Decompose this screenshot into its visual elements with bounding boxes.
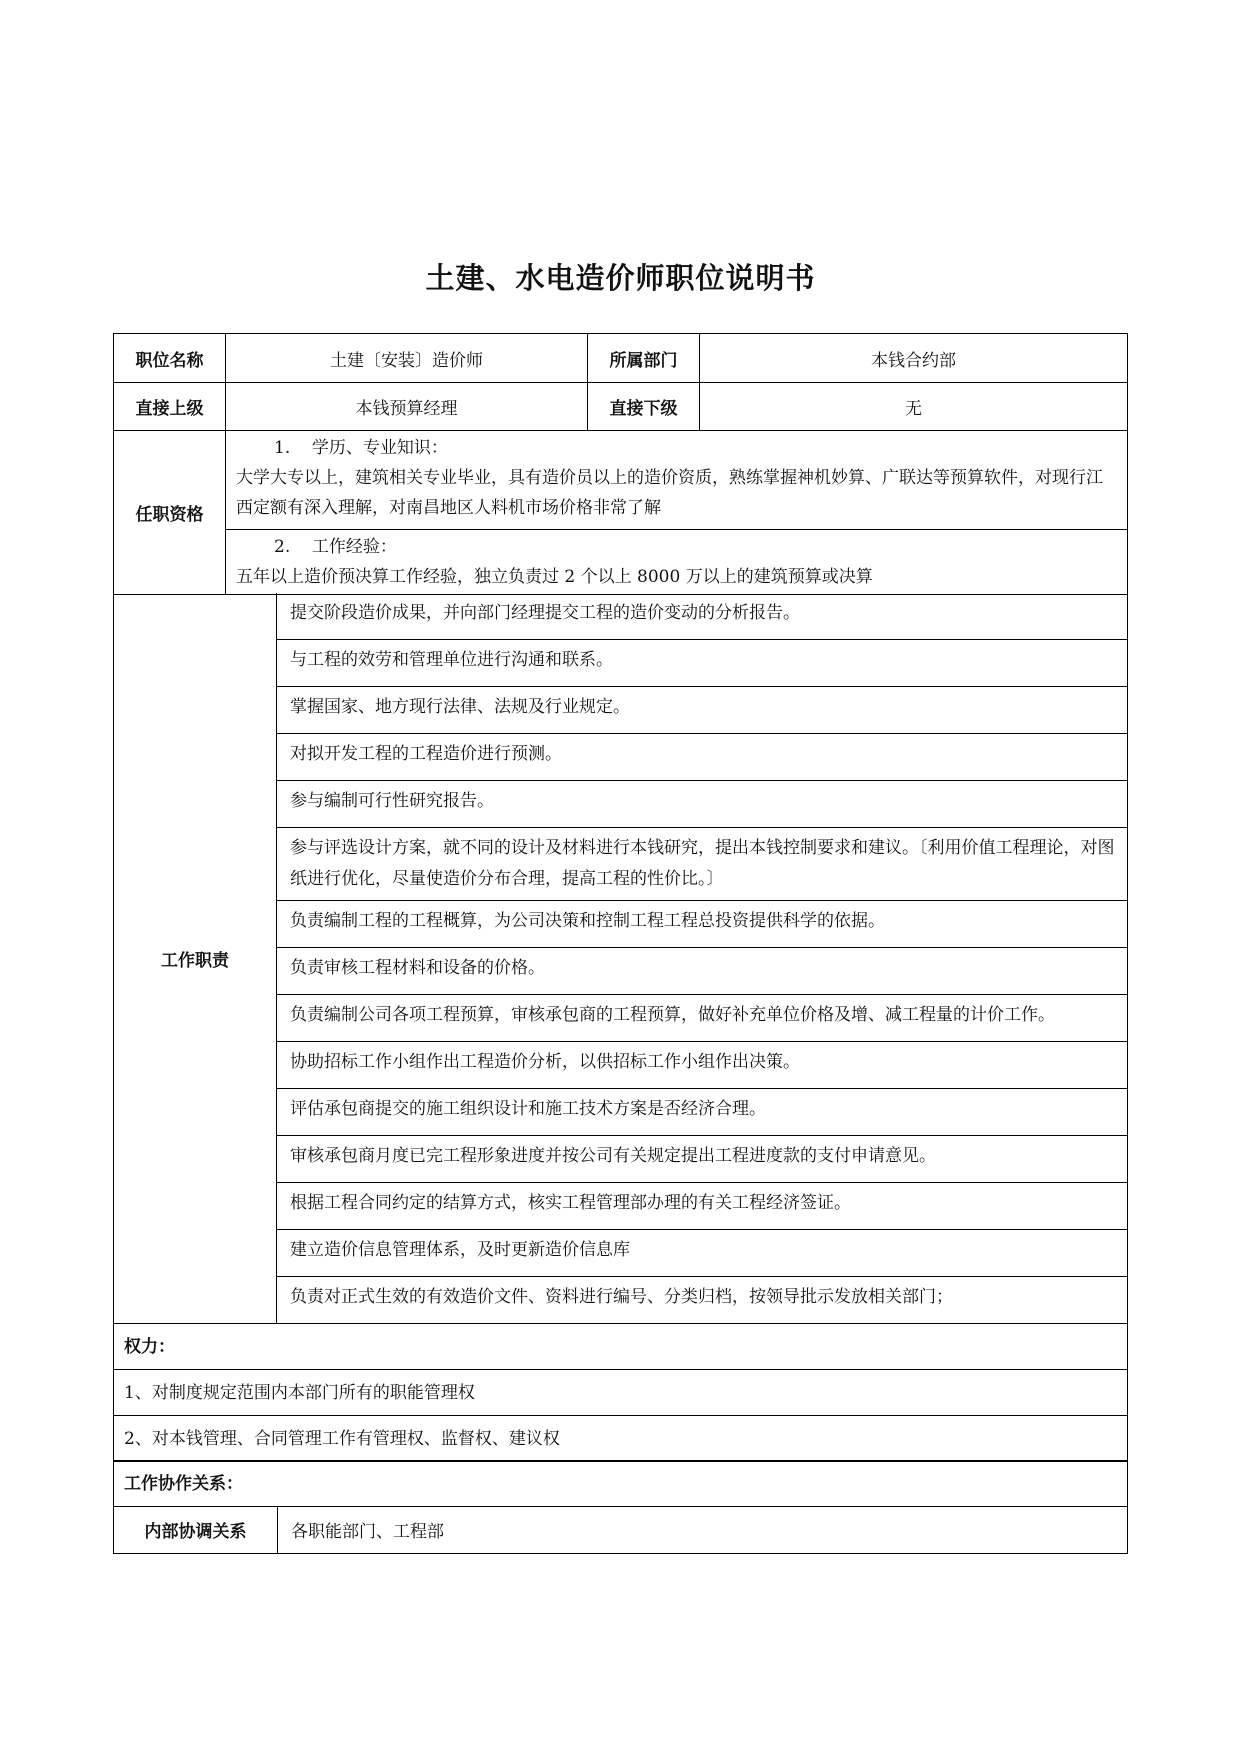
duty-item: 负责审核工程材料和设备的价格。 (277, 948, 1127, 995)
department-value: 本钱合约部 (700, 334, 1128, 383)
qualification-row-education (114, 430, 1128, 529)
duty-item: 负责对正式生效的有效造价文件、资料进行编号、分类归档，按领导批示发放相关部门； (290, 1287, 953, 1308)
duty-item: 掌握国家、地方现行法律、法规及行业规定。 (277, 687, 1127, 734)
qualifications-table (113, 430, 1128, 595)
qualifications-label: 任职资格 (114, 430, 226, 594)
subordinate-value: 无 (700, 383, 1128, 431)
header-row-position (114, 334, 1128, 383)
duties-label: 工作职责 (161, 950, 229, 971)
duty-item: 建立造价信息管理体系，及时更新造价信息库 (277, 1230, 1127, 1277)
duty-item: 参与编制可行性研究报告。 (277, 781, 1127, 828)
subordinate-label: 直接下级 (588, 383, 700, 431)
collaboration-label: 工作协作关系： (113, 1460, 1128, 1507)
qualification-experience (226, 529, 1128, 594)
duty-item: 评估承包商提交的施工组织设计和施工技术方案是否经济合理。 (277, 1089, 1127, 1136)
position-name-value: 土建〔安装〕造价师 (226, 334, 588, 383)
duties-section (113, 593, 1128, 1324)
duty-item: 负责编制公司各项工程预算，审核承包商的工程预算，做好补充单位价格及增、减工程量的计价工作。 (277, 995, 1127, 1042)
duty-item: 负责编制工程的工程概算，为公司决策和控制工程工程总投资提供科学的依据。 (277, 901, 1127, 948)
duty-item: 审核承包商月度已完工程形象进度并按公司有关规定提出工程进度款的支付申请意见。 (277, 1136, 1127, 1183)
authority-label: 权力： (113, 1323, 1128, 1370)
supervisor-value: 本钱预算经理 (226, 383, 588, 431)
duties-list (276, 593, 1127, 1323)
authority-item: 2、对本钱管理、合同管理工作有管理权、监督权、建议权 (113, 1415, 1128, 1462)
page-title: 土建、水电造价师职位说明书 (425, 261, 816, 295)
qualification-heading: 2. 工作经验： (274, 536, 397, 557)
authority-item: 1、对制度规定范围内本部门所有的职能管理权 (113, 1369, 1128, 1416)
qualification-heading: 1. 学历、专业知识： (274, 437, 448, 458)
qualification-body: 大学大专以上，建筑相关专业毕业，具有造价员以上的造价资质，熟练掌握神机妙算、广联达等预算软件，对现行江西定额有深入理解，对南昌地区人料机市场价格非常了解 (236, 467, 1103, 518)
position-name-label: 职位名称 (114, 334, 226, 383)
duty-item: 提交阶段造价成果，并向部门经理提交工程的造价变动的分析报告。 (277, 593, 1127, 640)
duty-item: 协助招标工作小组作出工程造价分析，以供招标工作小组作出决策。 (277, 1042, 1127, 1089)
internal-coordination-row (114, 1506, 1128, 1553)
qualification-row-experience (114, 529, 1128, 594)
supervisor-label: 直接上级 (114, 383, 226, 431)
header-info-table (113, 333, 1128, 431)
duty-item: 根据工程合同约定的结算方式，核实工程管理部办理的有关工程经济签证。 (277, 1183, 1127, 1230)
internal-coordination-label: 内部协调关系 (114, 1506, 278, 1553)
duty-item: 参与评选设计方案，就不同的设计及材料进行本钱研究，提出本钱控制要求和建议。〔利用价值工程理论，对图纸进行优化，尽量使造价分布合理，提高工程的性价比。〕 (277, 828, 1127, 901)
duty-item: 与工程的效劳和管理单位进行沟通和联系。 (277, 640, 1127, 687)
header-row-supervisor (114, 383, 1128, 431)
internal-coordination-value: 各职能部门、工程部 (278, 1506, 1128, 1553)
job-description-form (113, 333, 1128, 1554)
internal-coordination-table (113, 1506, 1128, 1554)
duty-item: 对拟开发工程的工程造价进行预测。 (277, 734, 1127, 781)
qualification-body: 五年以上造价预决算工作经验，独立负责过 2 个以上 8000 万以上的建筑预算或决算 (236, 566, 873, 587)
qualification-education (226, 430, 1128, 529)
department-label: 所属部门 (588, 334, 700, 383)
